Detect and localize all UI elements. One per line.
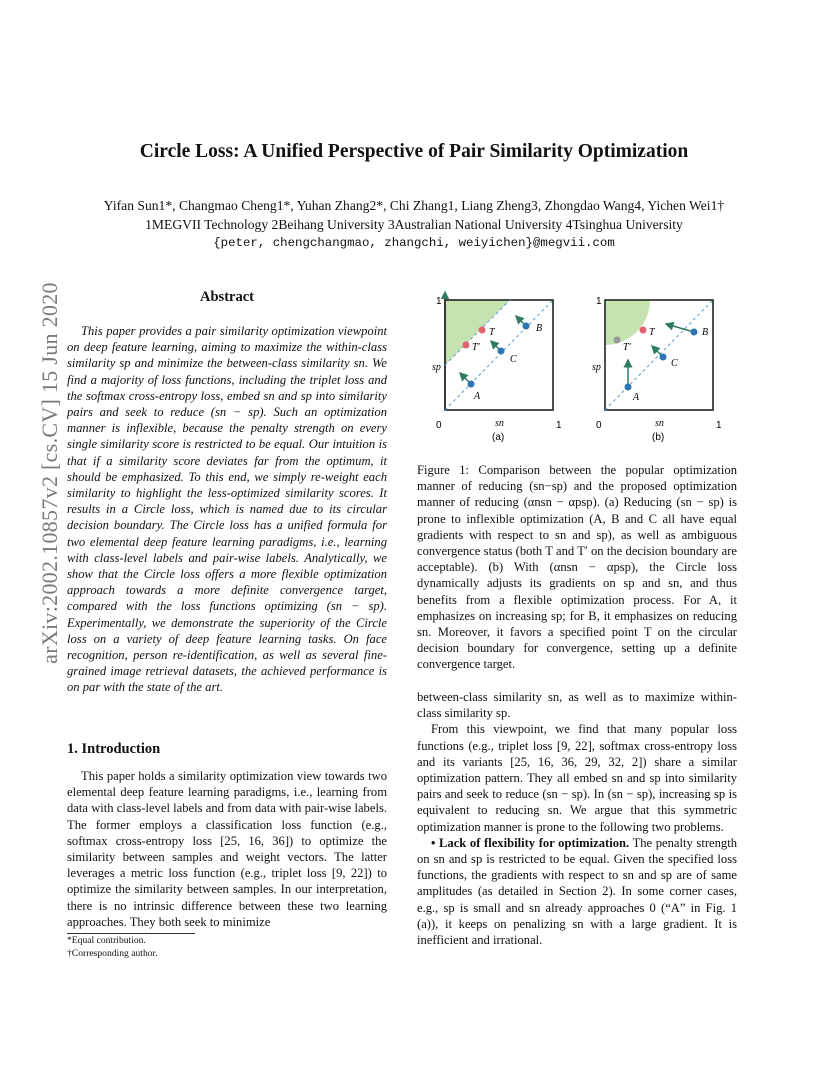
panel-b-tick-one-x: 1	[716, 420, 722, 431]
point-t	[479, 327, 486, 334]
right-paragraph-1: between-class similarity sn, as well as to maximize within-class similarity sp.	[417, 690, 737, 721]
authors-line: Yifan Sun1*, Changmao Cheng1*, Yuhan Zhang2*, Chi Zhang1, Liang Zheng3, Zhongdao Wang4, Yichen Wei1†	[103, 198, 725, 213]
email-line: {peter, chengchangmao, zhangchi, weiyichen}@megvii.com	[213, 236, 615, 250]
label-b-b: B	[702, 327, 709, 338]
point-b-t-prime	[614, 337, 621, 344]
abstract-text: This paper provides a pair similarity optimization viewpoint on deep feature learning, aiming to maximize the within-class similarity sp and minimize the between-class similarity sn. We find a majority of loss functions, including the triplet loss and the softmax cross-entropy loss, embed sn and sp into similarity pairs and seek to reduce (sn − sp). Such an optimization manner is inflexible, because the penalty strength on every single similarity score is restricted to be equal. Our intuition is that if a similarity score deviates far from the optimum, it should be emphasized. To this end, we simply re-weight each similarity to highlight the less-optimized similarity scores. It results in a Circle loss, which is named due to its circular decision boundary. The Circle loss has a unified formula for two elemental deep feature learning paradigms, i.e., learning with class-level labels and pair-wise labels. Analytically, we show that the Circle loss offers a more flexible optimization approach towards a more definite convergence target, compared with the loss functions optimizing (sn − sp). Experimentally, we demonstrate the superiority of the Circle loss on a variety of deep feature learning tasks. On face recognition, person re-identification, as well as several fine-grained image retrieval datasets, the achieved performance is on par with the state of the art.	[67, 324, 387, 695]
intro-body	[67, 768, 387, 930]
affiliations-line: 1MEGVII Technology 2Beihang University 3Australian National University 4Tsinghua University	[145, 217, 683, 232]
panel-a-y-label: sp	[432, 362, 441, 373]
paper-title: Circle Loss: A Unified Perspective of Pair Similarity Optimization	[139, 141, 689, 162]
point-b-b	[691, 329, 698, 336]
panel-a-tick-zero: 0	[436, 420, 442, 431]
abstract-heading: Abstract	[200, 289, 254, 305]
point-b-t	[640, 327, 647, 334]
arxiv-identifier: arXiv:2002.10857v2 [cs.CV] 15 Jun 2020	[37, 282, 62, 664]
point-b	[523, 323, 530, 330]
figure-caption	[417, 462, 737, 673]
panel-b-x-label: sn	[655, 418, 664, 429]
panel-b-tick-zero: 0	[596, 420, 602, 431]
label-b-a: A	[633, 392, 640, 403]
footnote-corresponding: †Corresponding author.	[67, 948, 158, 959]
panel-a-tick-one-y: 1	[436, 296, 442, 307]
bullet-title-flexibility: • Lack of flexibility for optimization.	[431, 835, 630, 850]
panel-b	[592, 296, 722, 443]
label-b: B	[536, 323, 543, 334]
point-c	[498, 348, 505, 355]
label-b-t: T	[649, 327, 655, 338]
panel-b-tick-one-y: 1	[596, 296, 602, 307]
label-t-prime: T′	[472, 342, 480, 353]
panel-a	[432, 292, 562, 443]
point-b-c	[660, 354, 667, 361]
label-b-t-prime: T′	[623, 342, 631, 353]
intro-text: This paper holds a similarity optimization view towards two elemental deep feature learning paradigms, i.e., learning from data with class-level labels and from data with pair-wise labels. The former employs a classification loss function (e.g., softmax cross-entropy loss [25, 16, 36]) to optimize the similarity between samples and weight vectors. The latter leverages a metric loss function (e.g., triplet loss [9, 22]) to optimize the similarity between samples. In our interpretation, there is no intrinsic difference between these two learning approaches. They both seek to minimize	[67, 769, 387, 929]
bullet-text-flexibility: The penalty strength on sn and sp is restricted to be equal. Given the specified loss functions, the gradients with respect to sn and sp are of same amplitudes (as detailed in Section 2). In some corner cases, e.g., sp is small and sn already approaches 0 (“A” in Fig. 1 (a)), it keeps on penalizing sn with a large gradient. It is inefficient and irrational.	[417, 835, 737, 948]
figure-1-svg	[410, 290, 750, 450]
point-t-prime	[463, 342, 470, 349]
right-body	[417, 689, 737, 948]
author-block	[0, 196, 828, 234]
point-b-a	[625, 384, 632, 391]
point-a	[468, 381, 475, 388]
intro-heading: 1. Introduction	[67, 741, 161, 757]
panel-b-y-label: sp	[592, 362, 601, 373]
label-t: T	[489, 327, 495, 338]
panel-b-region	[605, 300, 650, 345]
label-b-c: C	[671, 358, 678, 369]
right-paragraph-3	[417, 835, 737, 948]
panel-a-tick-one-x: 1	[556, 420, 562, 431]
label-c: C	[510, 354, 517, 365]
panel-b-caption-label: (b)	[652, 432, 665, 443]
panel-a-caption-label: (a)	[492, 432, 505, 443]
label-a: A	[474, 391, 481, 402]
right-paragraph-2: From this viewpoint, we find that many popular loss functions (e.g., triplet loss [9, 22], softmax cross-entropy loss and its variants [25, 16, 36, 29, 32, 2]) share a similar optimization pattern. They all embed sn and sp into similarity pairs and seek to reduce (sn − sp). In (sn − sp), increasing sp is equivalent to reducing sn. We argue that this symmetric optimization manner is prone to the following two problems.	[417, 722, 737, 834]
arrow-b-b	[666, 324, 694, 332]
footnotes	[67, 934, 267, 960]
abstract-body	[67, 323, 387, 696]
caption-text: Figure 1: Comparison between the popular optimization manner of reducing (sn−sp) and the proposed optimization manner of reducing (αnsn − αpsp). (a) Reducing (sn − sp) is prone to inflexible optimization (A, B and C all have equal gradients with respect to sn and sp), as well as ambiguous convergence status (both T and T′ on the decision boundary are acceptable). (b) With (αnsn − αpsp), the Circle loss dynamically adjusts its gradients on sp and sn, and thus benefits from a flexible optimization process. For A, it emphasizes on increasing sp; for B, it emphasizes on reducing sn. Moreover, it favors a specified point T on the circular decision boundary for convergence, setting up a definite convergence target.	[417, 463, 737, 672]
figure-1	[410, 290, 750, 450]
panel-a-x-label: sn	[495, 418, 504, 429]
footnote-equal: *Equal contribution.	[67, 935, 146, 946]
